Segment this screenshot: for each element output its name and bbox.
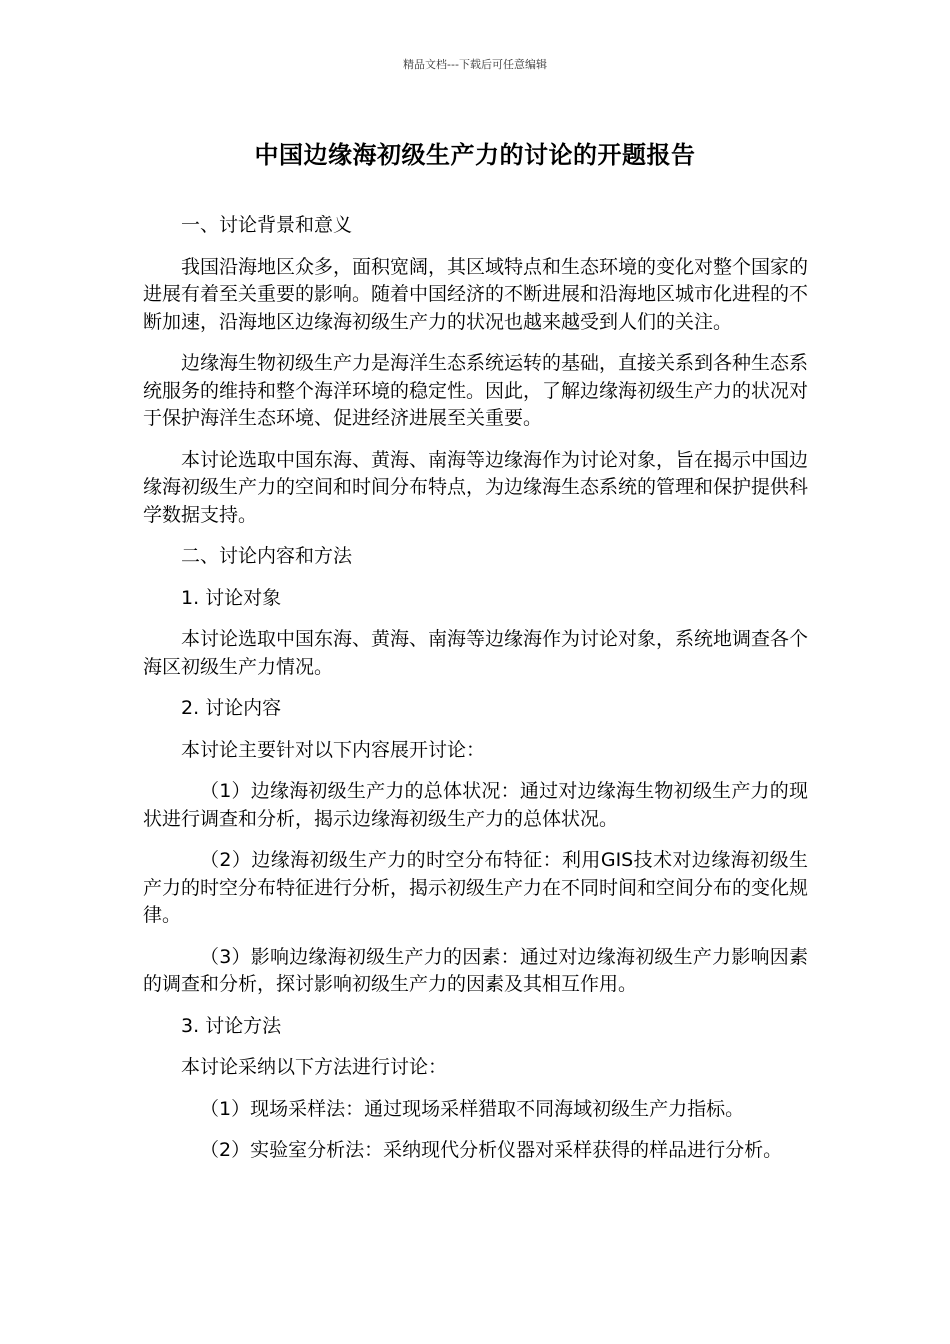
paragraph-background-3: 本讨论选取中国东海、黄海、南海等边缘海作为讨论对象，旨在揭示中国边缘海初级生产力的空间和时间分布特点，为边缘海生态系统的管理和保护提供科学数据支持。 [143, 448, 809, 526]
subheading-research-object: 1. 讨论对象 [181, 586, 282, 609]
document-body [143, 212, 808, 1179]
subheading-research-content: 2. 讨论内容 [181, 697, 282, 719]
paragraph-background-1: 我国沿海地区众多，面积宽阔，其区域特点和生态环境的变化对整个国家的进展有着至关重要的影响。随着中国经济的不断进展和沿海地区城市化进程的不断加速，沿海地区边缘海初级生产力的状况也越来越受到人们的关注。 [143, 255, 809, 333]
list-item-method-1: （1）现场采样法：通过现场采样猎取不同海域初级生产力指标。 [200, 1097, 745, 1120]
paragraph-research-object: 本讨论选取中国东海、黄海、南海等边缘海作为讨论对象，系统地调查各个海区初级生产力情况。 [143, 628, 809, 678]
list-item-content-3: （3）影响边缘海初级生产力的因素：通过对边缘海初级生产力影响因素的调查和分析，探讨影响初级生产力的因素及其相互作用。 [143, 945, 808, 995]
paragraph-research-content-intro: 本讨论主要针对以下内容展开讨论： [181, 738, 486, 761]
paragraph-background-2: 边缘海生物初级生产力是海洋生态系统运转的基础，直接关系到各种生态系统服务的维持和整个海洋环境的稳定性。因此，了解边缘海初级生产力的状况对于保护海洋生态环境、促进经济进展至关重要。 [143, 352, 809, 429]
section-heading-background: 一、讨论背景和意义 [181, 214, 353, 236]
section-heading-content-methods: 二、讨论内容和方法 [181, 545, 353, 567]
list-item-method-2: （2）实验室分析法：采纳现代分析仪器对采样获得的样品进行分析。 [200, 1139, 783, 1161]
document-title: 中国边缘海初级生产力的讨论的开题报告 [254, 141, 696, 169]
subheading-research-method: 3. 讨论方法 [181, 1014, 282, 1037]
header-note: 精品文档---下载后可任意编辑 [403, 58, 547, 71]
list-item-content-1: （1）边缘海初级生产力的总体状况：通过对边缘海生物初级生产力的现状进行调查和分析，揭示边缘海初级生产力的总体状况。 [143, 780, 808, 830]
paragraph-research-method-intro: 本讨论采纳以下方法进行讨论： [181, 1056, 448, 1078]
list-item-content-2: （2）边缘海初级生产力的时空分布特征：利用GIS技术对边缘海初级生产力的时空分布特征进行分析，揭示初级生产力在不同时间和空间分布的变化规律。 [143, 849, 809, 926]
